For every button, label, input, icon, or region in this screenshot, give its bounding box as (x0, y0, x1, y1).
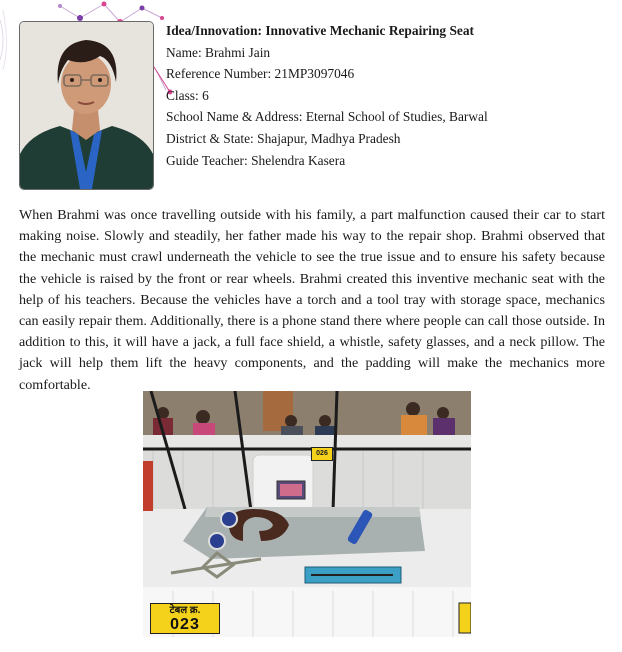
table-number: 023 (170, 616, 200, 633)
table-number-label (150, 603, 220, 634)
student-portrait (19, 21, 154, 190)
rear-table-tag: 026 (311, 447, 333, 461)
description-paragraph: When Brahmi was once travelling outside with his family, a part malfunction caused their car to start making noise. Slowly and steadily, her father made his way to the repair shop. Brahmi observed that the mechanic must crawl underneath the vehicle to see the true issue and to ensure his safety because the vehicle is raised by the front or rear wheels. Brahmi created this inventive mechanic seat with the help of his teachers. Because the vehicles have a torch and a tool tray with storage space, mechanics can easily repair them. Additionally, there is a phone stand there where people can call those outside. In addition to this, it will have a jack, a full face shield, a whistle, safety glasses, and a neck pillow. The jack will help them lift the heavy components, and the padding will make the mechanics more comfortable. (19, 207, 605, 393)
student-info (166, 20, 488, 171)
table-label-hindi: टेबल क्र. (169, 605, 201, 616)
guide-teacher: Guide Teacher: Shelendra Kasera (166, 152, 346, 168)
student-name: Name: Brahmi Jain (166, 44, 271, 60)
class: Class: 6 (166, 87, 209, 103)
school-name-address: School Name & Address: Eternal School of Studies, Barwal (166, 109, 488, 125)
idea-title: Idea/Innovation: Innovative Mechanic Repairing Seat (166, 23, 474, 38)
project-photo (143, 391, 471, 637)
district-state: District & State: Shajapur, Madhya Pradesh (166, 130, 401, 146)
reference-number: Reference Number: 21MP3097046 (166, 66, 355, 82)
